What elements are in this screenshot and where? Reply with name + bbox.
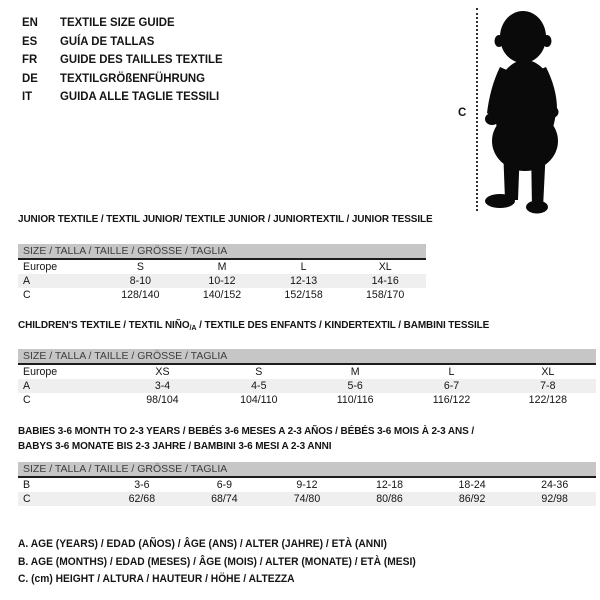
- language-code: FR: [22, 52, 38, 67]
- language-row: [22, 69, 223, 88]
- legend-note: A. AGE (YEARS) / EDAD (AÑOS) / ÂGE (ANS) / ALTER (JAHRE) / ETÀ (ANNI): [18, 538, 387, 550]
- section-title-junior: [18, 212, 433, 227]
- language-label: TEXTILGRÖßENFÜHRUNG: [60, 70, 206, 85]
- size-cell: 7-8: [540, 379, 556, 392]
- row-label: C: [23, 394, 31, 407]
- size-cell: 4-5: [251, 379, 267, 392]
- language-label: TEXTILE SIZE GUIDE: [60, 15, 175, 29]
- size-cell: 5-6: [347, 379, 363, 392]
- babies-size-table: [18, 462, 596, 506]
- size-cell: M: [217, 260, 227, 273]
- size-cell: 24-36: [541, 478, 569, 491]
- section-title-text: CHILDREN'S TEXTILE / TEXTIL NIÑO: [18, 319, 190, 331]
- table-row: [18, 477, 596, 492]
- size-cell: 3-4: [154, 379, 171, 392]
- size-cell: M: [350, 365, 360, 378]
- language-label: GUÍA DE TALLAS: [60, 33, 155, 48]
- size-cell: L: [300, 260, 307, 273]
- row-label: A: [23, 274, 31, 287]
- table-row: [18, 393, 596, 408]
- size-header-row: SIZE / TALLA / TAILLE / GRÖSSE / TAGLIA: [18, 462, 596, 477]
- junior-size-table: [18, 244, 426, 303]
- baby-figure: [453, 6, 598, 218]
- size-cell: 12-13: [290, 274, 318, 287]
- language-code: IT: [22, 89, 33, 104]
- language-code: DE: [22, 70, 38, 85]
- size-cell: 152/158: [284, 289, 323, 302]
- size-header-row: SIZE / TALLA / TAILLE / GRÖSSE / TAGLIA: [18, 349, 596, 364]
- size-cell: 86/92: [458, 492, 486, 505]
- size-cell: L: [448, 365, 455, 378]
- section-title-babies: [18, 424, 567, 454]
- language-code: ES: [22, 33, 38, 48]
- size-cell: 98/104: [146, 394, 179, 407]
- size-cell: XS: [155, 365, 170, 378]
- size-cell: 104/110: [240, 394, 278, 407]
- height-dashed-line: [476, 8, 478, 211]
- size-cell: 6-7: [443, 379, 460, 392]
- legend-note: C. (cm) HEIGHT / ALTURA / HAUTEUR / HÖHE / ALTEZZA: [18, 573, 295, 586]
- height-c-label: C: [458, 107, 467, 119]
- language-row: [22, 13, 223, 32]
- row-label: B: [23, 478, 31, 491]
- section-title-text: / TEXTILE DES ENFANTS / KINDERTEXTIL / BAMBINI TESSILE: [196, 319, 490, 331]
- size-cell: 68/74: [211, 492, 238, 505]
- baby-silhouette: [484, 7, 584, 215]
- children-size-table: [18, 349, 596, 408]
- table-row: [18, 379, 596, 394]
- language-row: [22, 32, 223, 51]
- size-cell: 18-24: [458, 478, 486, 491]
- size-cell: 116/122: [432, 394, 471, 407]
- childrens-textile-section: [18, 318, 596, 408]
- size-cell: 10-12: [208, 274, 236, 287]
- row-label: Europe: [23, 365, 58, 378]
- size-cell: 110/116: [336, 394, 374, 407]
- table-row: [18, 364, 596, 379]
- size-cell: 62/68: [128, 492, 156, 505]
- section-title-text: /A: [189, 323, 197, 332]
- size-header-row: SIZE / TALLA / TAILLE / GRÖSSE / TAGLIA: [18, 244, 426, 259]
- section-title-children: [18, 318, 567, 335]
- table-row: [18, 288, 426, 303]
- language-row: [22, 87, 223, 106]
- table-row: [18, 492, 596, 507]
- legend-note: B. AGE (MONTHS) / EDAD (MESES) / ÂGE (MOIS) / ALTER (MONATE) / ETÀ (MESI): [18, 555, 416, 568]
- size-cell: 74/80: [293, 492, 321, 505]
- size-cell: S: [255, 365, 263, 378]
- language-list: [22, 13, 233, 106]
- size-cell: 92/98: [541, 492, 568, 505]
- table-row: [18, 259, 426, 274]
- language-row: [22, 50, 223, 69]
- size-cell: 122/128: [528, 394, 567, 407]
- language-label: GUIDA ALLE TAGLIE TESSILI: [60, 89, 220, 104]
- size-cell: 128/140: [121, 289, 160, 302]
- size-cell: 12-18: [375, 478, 404, 491]
- language-code: EN: [22, 15, 38, 29]
- row-label: C: [23, 492, 31, 505]
- legend-notes: [18, 536, 437, 589]
- size-cell: 14-16: [371, 274, 399, 287]
- size-cell: 6-9: [216, 478, 233, 491]
- language-label: GUIDE DES TAILLES TEXTILE: [60, 52, 223, 67]
- row-label: Europe: [23, 260, 58, 273]
- size-cell: 9-12: [296, 478, 318, 491]
- size-cell: XL: [378, 260, 392, 273]
- size-cell: 140/152: [202, 289, 242, 302]
- size-cell: 8-10: [129, 274, 151, 287]
- row-label: A: [23, 379, 31, 392]
- section-title-text: BABYS 3-6 MONATE BIS 2-3 JAHRE / BAMBINI 3-6 MESI A 2-3 ANNI: [18, 440, 332, 452]
- size-cell: 80/86: [376, 492, 403, 505]
- section-title-text: JUNIOR TEXTILE / TEXTIL JUNIOR/ TEXTILE JUNIOR / JUNIORTEXTIL / JUNIOR TESSILE: [18, 213, 433, 225]
- row-label: C: [23, 289, 31, 302]
- babies-textile-section: [18, 424, 596, 506]
- size-cell: S: [136, 260, 144, 273]
- size-cell: 3-6: [134, 478, 150, 491]
- section-title-text: BABIES 3-6 MONTH TO 2-3 YEARS / BEBÉS 3-6 MESES A 2-3 AÑOS / BÉBÉS 3-6 MOIS À 2-3 ANS /: [18, 425, 475, 437]
- size-cell: 158/170: [366, 289, 405, 302]
- table-row: [18, 274, 426, 289]
- size-cell: XL: [541, 365, 555, 378]
- junior-textile-section: [18, 212, 433, 303]
